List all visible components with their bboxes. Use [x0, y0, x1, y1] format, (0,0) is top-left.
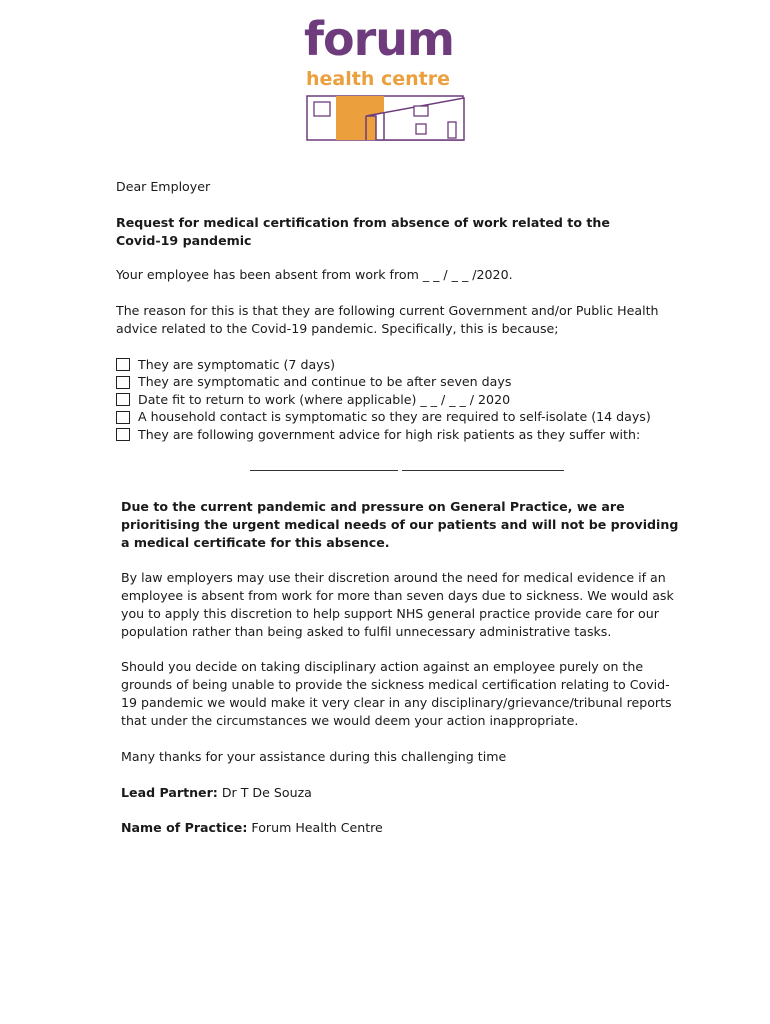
reason-label: A household contact is symptomatic so they are required to self-isolate (14 days) — [138, 409, 651, 425]
logo-wordmark-health-centre: health centre — [306, 68, 450, 90]
condition-blank-line-2[interactable] — [402, 470, 564, 471]
disciplinary-paragraph: Should you decide on taking disciplinary action against an employee purely on the grounds of being unable to provide the sickness medical certification relating to Covid-19 pandemic we would make it very clear in any disciplinary/grievance/tribunal reports that under the circumstances we would deem your action inappropriate. — [121, 659, 672, 728]
reason-checklist — [116, 356, 651, 444]
reason-checkbox[interactable] — [116, 428, 130, 441]
reason-checkbox[interactable] — [116, 411, 130, 424]
practice-name-value: Forum Health Centre — [251, 820, 383, 835]
reason-item — [116, 409, 651, 427]
logo-wordmark-forum: forum — [304, 12, 454, 66]
lead-partner-label: Lead Partner: — [121, 785, 218, 800]
law-paragraph: By law employers may use their discretion around the need for medical evidence if an employee is absent from work for more than seven days due to sickness. We would ask you to apply this discretion to help support NHS general practice provide care for our population rather than being asked to fulfil unnecessary administrative tasks. — [121, 570, 674, 639]
reason-checkbox[interactable] — [116, 376, 130, 389]
thanks-line: Many thanks for your assistance during this challenging time — [121, 749, 507, 764]
logo-building-icon — [306, 94, 466, 142]
salutation: Dear Employer — [116, 179, 211, 194]
lead-partner-line — [121, 784, 312, 802]
reason-label: They are following government advice for high risk patients as they suffer with: — [138, 426, 641, 442]
reason-checkbox[interactable] — [116, 393, 130, 406]
reason-item — [116, 426, 651, 444]
practice-name-label: Name of Practice: — [121, 820, 248, 835]
reason-checkbox[interactable] — [116, 358, 130, 371]
reason-item — [116, 391, 651, 409]
letter-subject: Request for medical certification from absence of work related to the Covid-19 pandemic — [116, 215, 610, 248]
practice-name-line — [121, 819, 383, 837]
reason-intro: The reason for this is that they are following current Government and/or Public Health advice related to the Covid-19 pandemic. Specifically, this is because; — [116, 303, 659, 336]
reason-label: They are symptomatic (7 days) — [138, 356, 336, 372]
reason-label: Date fit to return to work (where applicable) _ _ / _ _ / 2020 — [138, 391, 511, 407]
reason-label: They are symptomatic and continue to be after seven days — [138, 374, 512, 390]
lead-partner-value: Dr T De Souza — [221, 785, 312, 800]
reason-item — [116, 356, 651, 374]
forum-health-centre-logo — [302, 12, 468, 142]
absence-date-line: Your employee has been absent from work from _ _ / _ _ /2020. — [116, 267, 513, 282]
reason-item — [116, 374, 651, 392]
notice-paragraph: Due to the current pandemic and pressure on General Practice, we are prioritising the urgent medical needs of our patients and will not be providing a medical certificate for this absence. — [121, 499, 679, 550]
condition-blank-line-1[interactable] — [250, 470, 398, 471]
